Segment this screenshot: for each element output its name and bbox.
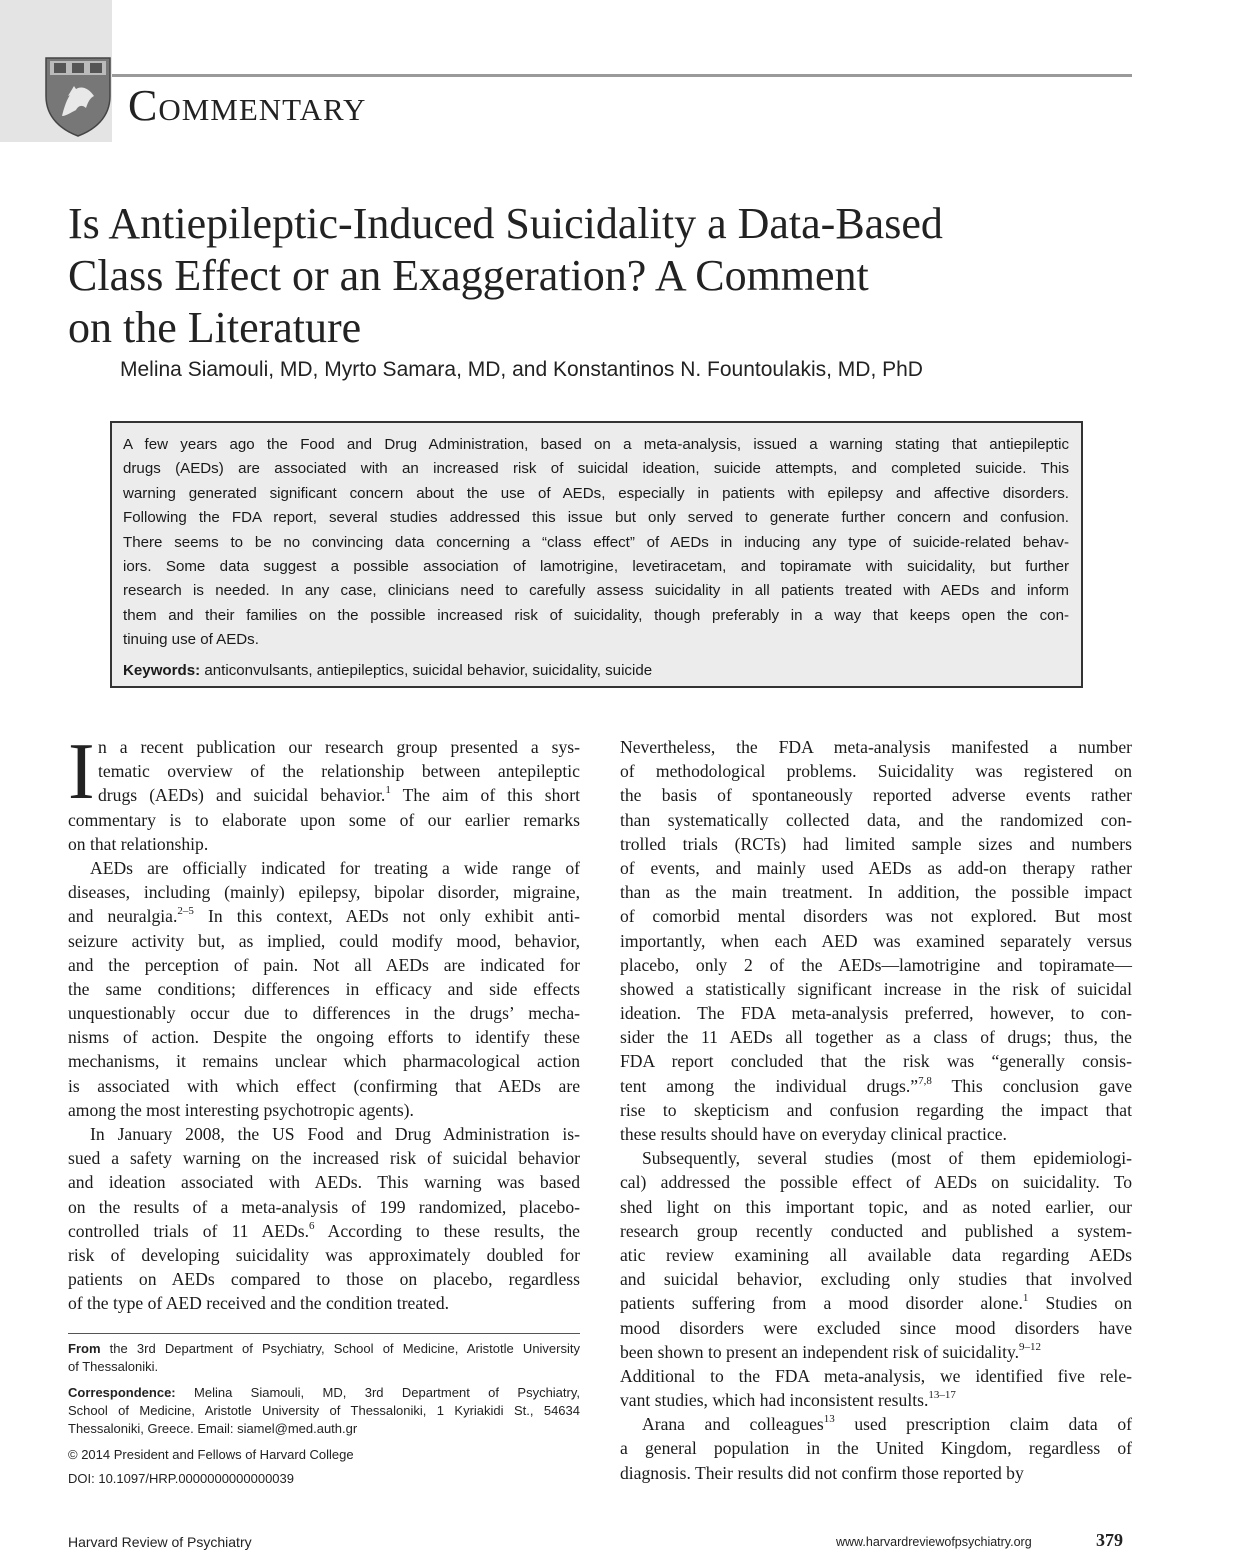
copyright: © 2014 President and Fellows of Harvard College [68,1447,354,1462]
abstract-line: research is needed. In any case, clinicians need to carefully assess suicidality in all patients treated with AEDs and inform [123,582,1069,600]
abstract-line: them and their families on the possible increased risk of suicidality, though preferably in a way that keeps open the con- [123,606,1069,624]
body-line: In January 2008, the US Food and Drug Administration is- [90,1124,580,1144]
body-line: research group recently conducted and published a system- [620,1220,1132,1241]
keywords-list: anticonvulsants, antiepileptics, suicidal behavior, suicidality, suicide [204,661,653,679]
body-line: than as the main treatment. In addition, the possible impact [620,882,1132,903]
title-line: Class Effect or an Exaggeration? A Comment [68,251,869,300]
body-line: nisms of action. Despite the ongoing efforts to identify these [68,1027,580,1048]
citation-superscript: 1 [1022,1292,1029,1305]
body-line: among the most interesting psychotropic agents). [68,1099,414,1120]
citation-superscript: 1 [385,784,391,797]
citation-superscript: 7,8 [918,1074,932,1087]
body-line: atic review examining all available data regarding AEDs [620,1244,1132,1265]
body-line: placebo, only 2 of the AEDs—lamotrigine and topiramate— [620,954,1132,975]
body-line: and the perception of pain. Not all AEDs are indicated for [68,954,580,975]
body-line: these results should have on everyday clinical practice. [620,1124,1007,1144]
body-line: tent among the individual drugs.”$^{7,8}$ This conclusion gave [620,1074,1132,1096]
footnote-rule [68,1333,580,1334]
doi: DOI: 10.1097/HRP.0000000000000039 [68,1471,295,1486]
article-title [68,198,1148,354]
footnotes [68,1340,580,1488]
body-line: ideation. The FDA meta-analysis preferred, however, to con- [620,1003,1132,1024]
abstract-line: warning generated significant concern about the use of AEDs, especially in patients with epilepsy and affective disorders. [123,484,1069,502]
citation-superscript: 13 [823,1413,835,1426]
body-line: Additional to the FDA meta-analysis, we identified five rele- [620,1365,1132,1386]
body-line: importantly, when each AED was examined separately versus [620,930,1132,951]
abstract-box [110,421,1083,688]
body-line: AEDs are officially indicated for treating a wide range of [90,857,580,878]
body-line: unquestionably occur due to differences in the drugs’ mecha- [68,1003,580,1024]
abstract-line: A few years ago the Food and Drug Administration, based on a meta-analysis, issued a warning stating that antiepileptic [123,436,1069,453]
body-line: diseases, including (mainly) epilepsy, bipolar disorder, migraine, [68,882,580,903]
body-line: Nevertheless, the FDA meta-analysis manifested a number [620,737,1132,757]
abstract-line: tinuing use of AEDs. [123,631,259,649]
body-line: seizure activity but, as implied, could modify mood, behavior, [68,930,580,951]
body-line: drugs (AEDs) and suicidal behavior.$^1$ The aim of this short [98,784,580,806]
body-line: commentary is to elaborate upon some of our earlier remarks [68,809,580,830]
abstract-line: There seems to be no convincing data concerning a “class effect” of AEDs in inducing any type of suicide-related behav- [123,533,1069,551]
keywords [123,659,1069,683]
header-rule [112,74,1132,77]
abstract-line: Following the FDA report, several studies addressed this issue but only served to generate further concern and confusion. [123,509,1069,527]
body-line: risk of developing suicidality was approximately doubled for [68,1244,580,1265]
body-line: on that relationship. [68,833,209,854]
affiliation-line: From the 3rd Department of Psychiatry, School of Medicine, Aristotle University [68,1341,580,1356]
author-list: Melina Siamouli, MD, Myrto Samara, MD, and Konstantinos N. Fountoulakis, MD, PhD [120,358,923,381]
body-line: of methodological problems. Suicidality was registered on [620,761,1132,782]
keywords-label: Keywords: [123,661,201,679]
abstract-text [123,433,1069,653]
correspondence-line: Correspondence: Melina Siamouli, MD, 3rd Department of Psychiatry, [68,1385,580,1400]
body-line: patients on AEDs compared to those on placebo, regardless [68,1269,580,1290]
body-line: cal) addressed the possible effect of AEDs on suicidality. To [620,1172,1132,1193]
body-line: Arana and colleagues$^{13}$ used prescription claim data of [642,1413,1132,1435]
body-line: a general population in the United Kingdom, regardless of [620,1438,1132,1459]
correspondence-line: School of Medicine, Aristotle University of Thessaloniki, 1 Kyriakidi St., 54634 [68,1403,580,1418]
body-line: mechanisms, it remains unclear which pharmacological action [68,1051,580,1072]
body-line: tematic overview of the relationship between antepileptic [98,761,580,782]
abstract-line: iors. Some data suggest a possible association of lamotrigine, levetiracetam, and topiramate with suicidality, but further [123,558,1069,576]
drop-cap: I [68,728,95,816]
body-line: shed light on this important topic, and as noted earlier, our [620,1196,1132,1217]
page-number: 379 [1096,1530,1123,1550]
body-column-left [68,735,580,1316]
body-line: is associated with which effect (confirming that AEDs are [68,1075,580,1096]
body-line: controlled trials of 11 AEDs.$^6$ According to these results, the [68,1219,580,1241]
body-line: than systematically collected data, and the randomized con- [620,809,1132,830]
footer-journal-name: Harvard Review of Psychiatry [68,1534,252,1550]
body-line: and neuralgia.$^{2-5}$ In this context, AEDs not only exhibit anti- [68,905,580,927]
body-column-right [620,735,1132,1485]
body-line: and ideation associated with AEDs. This warning was based [68,1172,580,1193]
correspondence-line: Thessaloniki, Greece. Email: siamel@med.auth.gr [68,1421,358,1436]
abstract-line: drugs (AEDs) are associated with an increased risk of suicidal ideation, suicide attempts, and completed suicide. This [123,460,1069,478]
citation-superscript: 13–17 [928,1389,956,1402]
body-line: of events, and mainly used AEDs as add-on therapy rather [620,857,1132,878]
body-line: and suicidal behavior, excluding only studies that involved [620,1269,1132,1290]
body-line: been shown to present an independent risk of suicidality.$^{9-12}$ [620,1340,1042,1362]
body-line: Subsequently, several studies (most of them epidemiologi- [642,1148,1132,1169]
body-line: n a recent publication our research group presented a sys- [98,737,580,757]
body-line: the basis of spontaneously reported adverse events rather [620,785,1132,806]
citation-superscript: 6 [308,1219,315,1232]
harvard-shield-logo [44,56,112,138]
body-line: mood disorders were excluded since mood disorders have [620,1317,1132,1338]
body-line: sider the 11 AEDs all together as a class of drugs; thus, the [620,1027,1132,1048]
body-line: patients suffering from a mood disorder alone.$^1$ Studies on [620,1292,1132,1314]
citation-superscript: 2–5 [177,905,194,918]
title-line: on the Literature [68,303,362,352]
footer-url[interactable]: www.harvardreviewofpsychiatry.org [836,1535,1032,1549]
body-line: of comorbid mental disorders was not explored. But most [620,906,1132,927]
body-line: trolled trials (RCTs) had limited sample sizes and numbers [620,833,1132,854]
body-line: showed a statistically significant increase in the risk of suicidal [620,978,1132,999]
body-line: of the type of AED received and the condition treated. [68,1293,450,1314]
body-line: rise to skepticism and confusion regarding the impact that [620,1099,1132,1120]
citation-superscript: 9–12 [1019,1340,1042,1353]
body-line: diagnosis. Their results did not confirm those reported by [620,1462,1024,1483]
affiliation-line: of Thessaloniki. [68,1359,159,1374]
body-line: FDA report concluded that the risk was “generally consis- [620,1051,1132,1072]
body-line: sued a safety warning on the increased risk of suicidal behavior [68,1148,580,1169]
section-label: Commentary [128,81,367,130]
body-line: the same conditions; differences in efficacy and side effects [68,978,580,999]
body-line: vant studies, which had inconsistent results.$^{13-17}$ [620,1389,956,1411]
body-line: on the results of a meta-analysis of 199 randomized, placebo- [68,1196,580,1217]
title-line: Is Antiepileptic-Induced Suicidality a Data-Based [68,199,943,248]
